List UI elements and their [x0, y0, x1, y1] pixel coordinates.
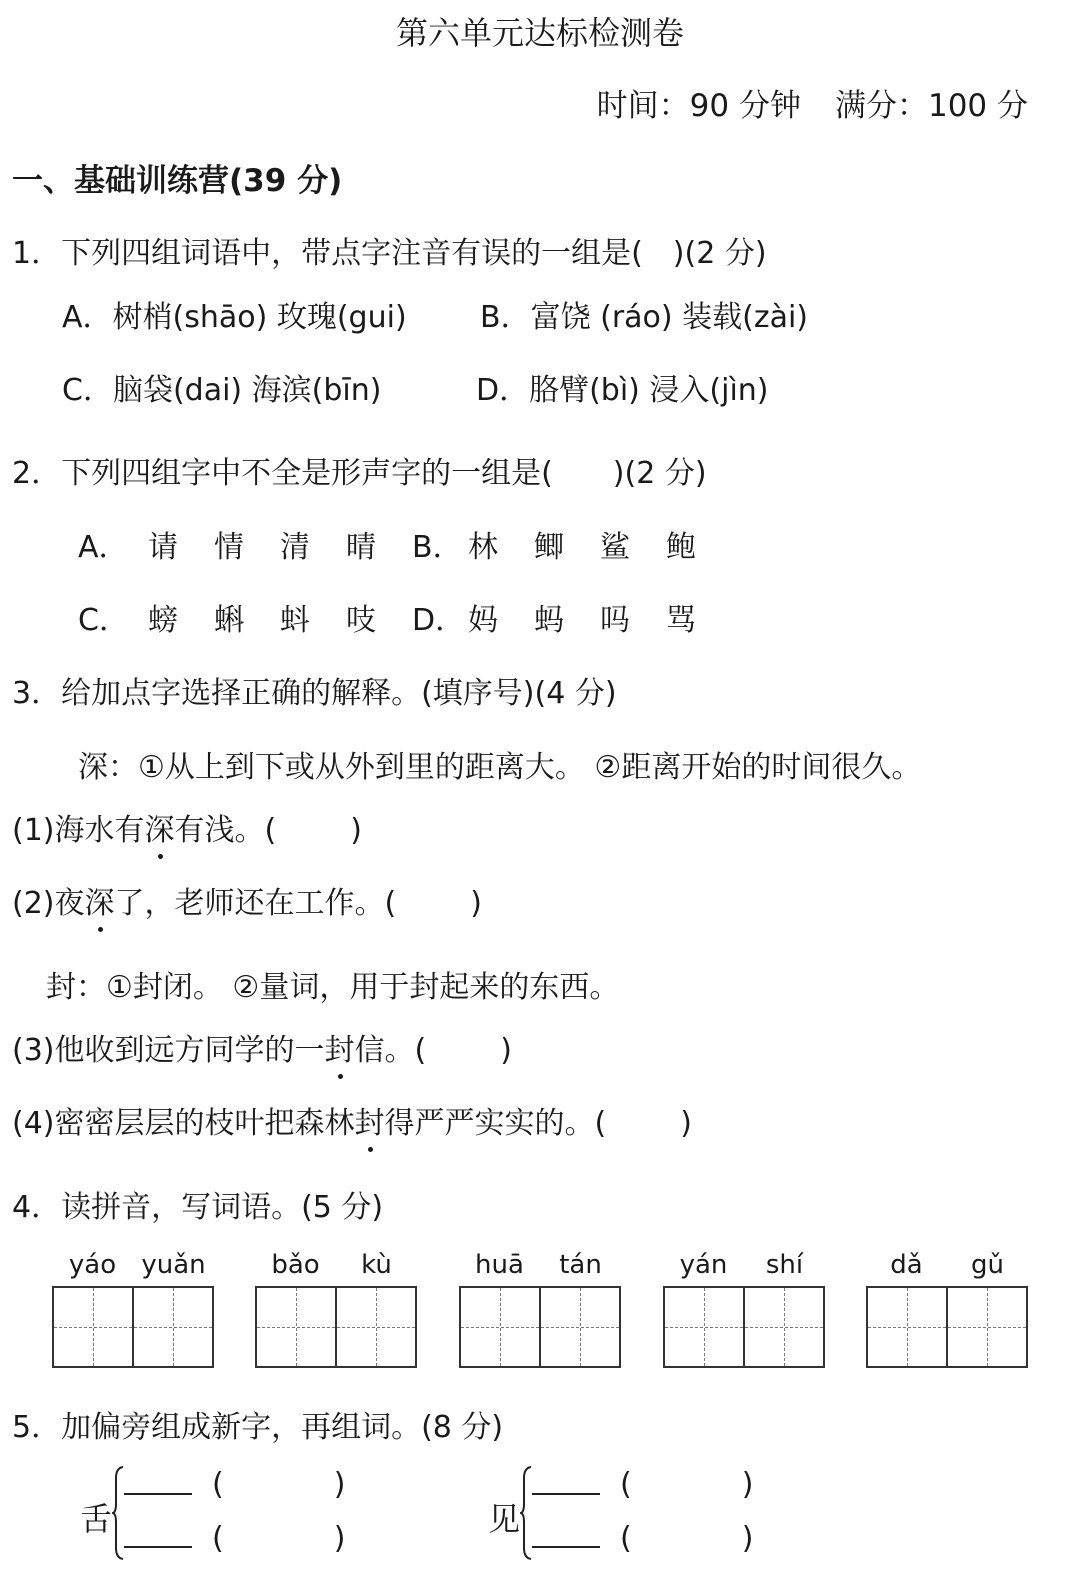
q2-c-char: 螃: [148, 603, 178, 638]
q2-row-ab: [78, 522, 732, 566]
pinyin-label: gǔ: [971, 1250, 1004, 1280]
pinyin-label: huā: [475, 1250, 524, 1280]
base-char: 舌: [80, 1500, 113, 1538]
q1-option-d: D．胳臂(bì) 浸入(jìn): [476, 373, 769, 408]
open-paren: (: [212, 1521, 224, 1556]
close-paren: ): [741, 1467, 754, 1502]
blank-line[interactable]: [124, 1533, 192, 1552]
pinyin-word-grid: [459, 1250, 621, 1368]
q1-stem: 1．下列四组词语中，带点字注音有误的一组是( )(2 分): [12, 236, 767, 271]
base-char: 见: [488, 1500, 521, 1538]
pinyin-label: yáo: [68, 1250, 117, 1280]
q1-option-a: A．树梢(shāo) 玫瑰(gui): [62, 300, 407, 335]
close-paren: ): [333, 1521, 346, 1556]
writing-boxes[interactable]: [663, 1286, 825, 1368]
close-paren: ): [500, 1033, 512, 1068]
pinyin-word-grid: [663, 1250, 825, 1368]
word-blank-3[interactable]: [620, 1467, 753, 1502]
sentence-text: 得严严实实的。(: [384, 1106, 607, 1141]
tianzige-box[interactable]: [461, 1288, 541, 1366]
word-blank-4[interactable]: [620, 1521, 753, 1556]
sentence-text: (1)海水有: [12, 813, 145, 848]
q2-c-char: 蚪: [280, 603, 310, 638]
q2-c-label: C．: [78, 603, 129, 638]
q3-sentence-4: [12, 1098, 692, 1142]
pinyin-label: tán: [559, 1250, 602, 1280]
open-paren: (: [620, 1521, 632, 1556]
q2-b-char: 鲫: [534, 530, 564, 565]
q3-sentence-3: [12, 1025, 512, 1069]
sentence-text: (4)密密层层的枝叶把森林: [12, 1106, 355, 1141]
q2-d-char: 吗: [600, 603, 630, 638]
q2-a-char: 请: [148, 530, 178, 565]
dotted-char: 封: [355, 1098, 385, 1142]
close-paren: ): [333, 1467, 346, 1502]
open-paren: (: [620, 1467, 632, 1502]
q2-a-char: 情: [214, 530, 244, 565]
tianzige-box[interactable]: [541, 1288, 619, 1366]
sentence-text: 了，老师还在工作。(: [114, 886, 397, 921]
word-blank-2[interactable]: [212, 1521, 345, 1556]
q5-stem: 5．加偏旁组成新字，再组词。(8 分): [12, 1410, 504, 1445]
exam-meta: [597, 80, 1028, 125]
pinyin-label: bǎo: [271, 1250, 320, 1280]
q4-stem: 4．读拼音，写词语。(5 分): [12, 1190, 384, 1225]
tianzige-box[interactable]: [948, 1288, 1026, 1366]
writing-boxes[interactable]: [866, 1286, 1028, 1368]
pinyin-label: yán: [679, 1250, 728, 1280]
open-paren: (: [212, 1467, 224, 1502]
q2-d-char: 蚂: [534, 603, 564, 638]
dotted-char: 深: [145, 805, 175, 849]
brace-icon: [112, 1466, 124, 1560]
q2-c-char: 吱: [346, 603, 376, 638]
q2-b-label: B．: [412, 530, 463, 565]
q2-b-char: 鲍: [666, 530, 696, 565]
q2-b-char: 鲨: [600, 530, 630, 565]
tianzige-box[interactable]: [745, 1288, 823, 1366]
q2-a-label: A．: [78, 530, 129, 565]
q2-stem: 2．下列四组字中不全是形声字的一组是( )(2 分): [12, 456, 707, 491]
q2-row-cd: [78, 595, 732, 639]
dotted-char: 封: [325, 1025, 355, 1069]
time-limit: 时间：90 分钟: [596, 88, 801, 124]
q2-a-char: 晴: [346, 530, 376, 565]
q3-sentence-1: [12, 805, 362, 849]
sentence-text: (3)他收到远方同学的一: [12, 1033, 325, 1068]
pinyin-label: shí: [765, 1250, 804, 1280]
full-score: 满分：100 分: [834, 88, 1028, 124]
brace-icon: [520, 1466, 532, 1560]
q2-c-char: 蝌: [214, 603, 244, 638]
q2-d-char: 骂: [666, 603, 696, 638]
close-paren: ): [680, 1106, 692, 1141]
tianzige-box[interactable]: [54, 1288, 134, 1366]
blank-line[interactable]: [532, 1533, 600, 1552]
tianzige-box[interactable]: [257, 1288, 337, 1366]
word-blank-1[interactable]: [212, 1467, 345, 1502]
q1-option-c: C．脑袋(dai) 海滨(bīn): [62, 373, 382, 408]
pinyin-word-grid: [866, 1250, 1028, 1368]
q2-d-char: 妈: [468, 603, 498, 638]
q1-option-b: B．富饶 (ráo) 装载(zài): [480, 300, 809, 335]
tianzige-box[interactable]: [665, 1288, 745, 1366]
writing-boxes[interactable]: [255, 1286, 417, 1368]
pinyin-word-grid: [255, 1250, 417, 1368]
q3-definition-feng: 封：①封闭。 ②量词，用于封起来的东西。: [46, 970, 620, 1005]
close-paren: ): [741, 1521, 754, 1556]
q2-a-char: 清: [280, 530, 310, 565]
q2-b-char: 林: [468, 530, 498, 565]
q2-d-label: D．: [412, 603, 466, 638]
pinyin-label: kù: [361, 1250, 392, 1280]
q3-definition-shen: 深：①从上到下或从外到里的距离大。 ②距离开始的时间很久。: [78, 750, 922, 785]
page-title: 第六单元达标检测卷: [395, 14, 684, 52]
blank-line[interactable]: [124, 1480, 192, 1499]
tianzige-box[interactable]: [134, 1288, 212, 1366]
close-paren: ): [470, 886, 482, 921]
sentence-text: (2)夜: [12, 886, 85, 921]
sentence-text: 信。(: [354, 1033, 427, 1068]
close-paren: ): [350, 813, 362, 848]
dotted-char: 深: [85, 878, 115, 922]
blank-line[interactable]: [532, 1480, 600, 1499]
pinyin-label: yuǎn: [141, 1250, 206, 1280]
pinyin-word-grid: [52, 1250, 214, 1368]
writing-boxes[interactable]: [52, 1286, 214, 1368]
section-heading: 一、基础训练营(39 分): [12, 163, 343, 199]
pinyin-label: dǎ: [890, 1250, 923, 1280]
sentence-text: 有浅。(: [174, 813, 277, 848]
tianzige-box[interactable]: [337, 1288, 415, 1366]
q3-sentence-2: [12, 878, 482, 922]
writing-boxes[interactable]: [459, 1286, 621, 1368]
q3-stem: 3．给加点字选择正确的解释。(填序号)(4 分): [12, 676, 617, 711]
tianzige-box[interactable]: [868, 1288, 948, 1366]
